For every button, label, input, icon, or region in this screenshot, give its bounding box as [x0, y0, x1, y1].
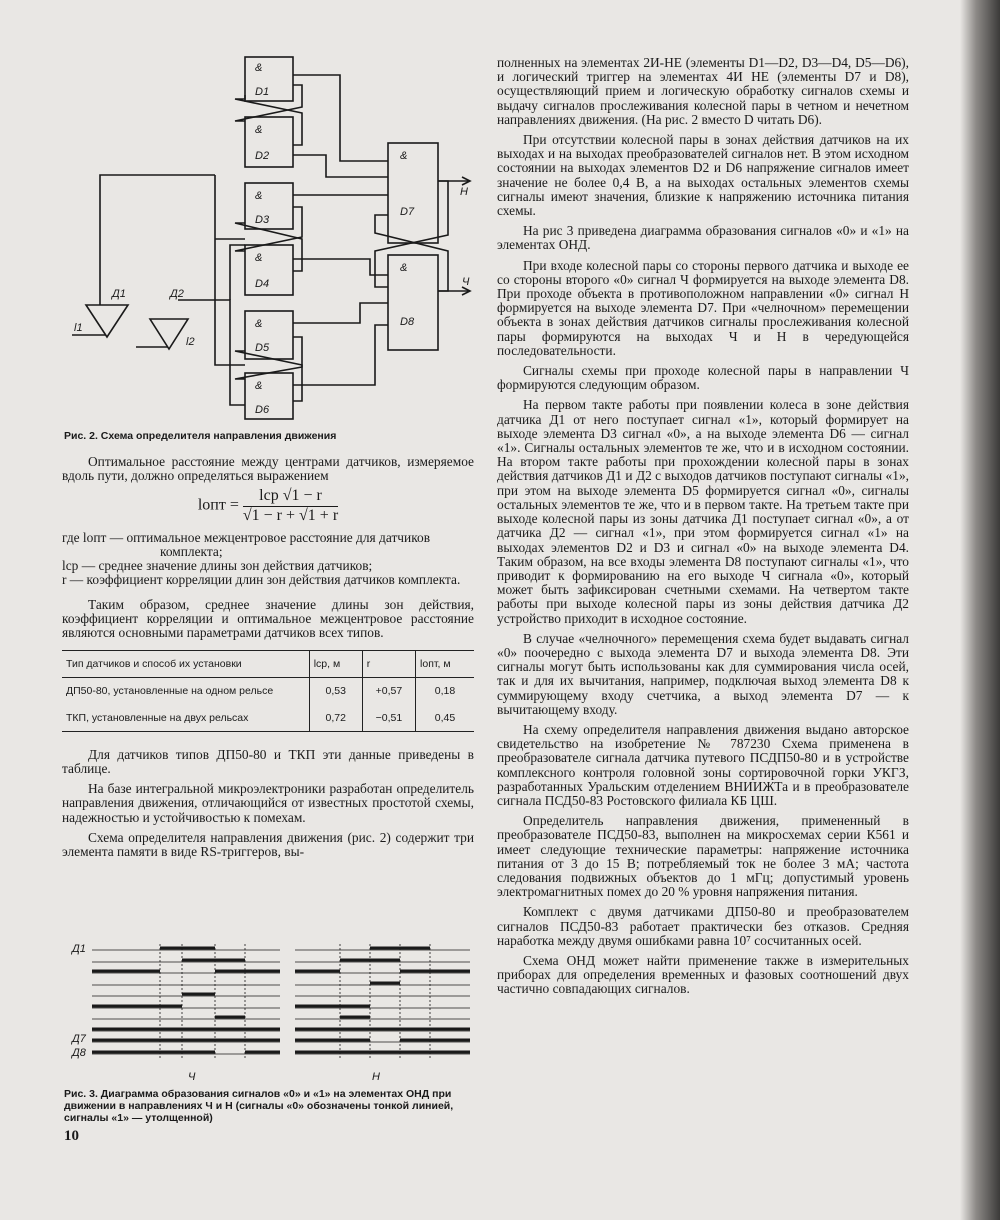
book-spine-shadow	[960, 0, 1000, 1220]
table-header: lопт, м	[416, 651, 474, 678]
gate-label-d3: D3	[255, 214, 270, 226]
gate-and-symbol: &	[255, 380, 263, 392]
right-column	[497, 56, 909, 1003]
page-number: 10	[64, 1128, 79, 1144]
gate-and-symbol: &	[255, 62, 263, 74]
table-cell: −0,51	[362, 705, 415, 732]
paragraph: Таким образом, среднее значение длины зон действия, коэффициент корреляции и оптимальное межцентровое расстояние являются основными параметрами датчиков всех типов.	[62, 596, 474, 641]
paragraph: На рис 3 приведена диаграмма образования сигналов «0» и «1» на элементах ОНД.	[497, 223, 909, 253]
sensor-zone-l1: l1	[74, 322, 83, 334]
sensor-zone-l2: l2	[186, 336, 195, 348]
paragraph: На первом такте работы при появлении колеса в зоне действия датчика Д1 от него поступает сигнал «1», который формирует на выходе элемента D3 сигнал «0», а на выходе элемента D6 — сигнал «1». Сигналы остальных элементов те же, что и в исходном состоянии. На втором такте работы при прохождении колесной пары в зонах действия датчиков Д1 и Д2 с выходов датчиков поступают сигналы «1», при этом на выходе элемента D5 формируется сигнал «0», сигналы остальных элементов те же, что и в первом такте. На третьем такте при выходе колесной пары из зоны датчика Д1 поступает сигнал «0», а от датчика Д2 — сигнал «1», при этом формируется сигнал «1» на выходах элементов D2 и D3 и сигнал «0» на выходе элемента D4. Таким образом, на все входы элемента D8 поступают сигналы «1», что приводит к формированию на его выходе Ч сигнала «0», который может быть зафиксирован счетными схемами. На четвертом такте работы при выходе колесной пары из зоны действия датчика Д2 устройство приходит в исходное состояние.	[497, 397, 909, 626]
gate-label-d2: D2	[255, 150, 270, 162]
paragraph: Сигналы схемы при проходе колесной пары в направлении Ч формируются следующим образом.	[497, 363, 909, 393]
gate-label-d6: D6	[255, 404, 270, 416]
table-header: Тип датчиков и способ их установки	[62, 651, 309, 678]
gate-and-symbol: &	[255, 124, 263, 136]
sensor-label-d2: Д2	[170, 288, 184, 300]
gate-and-symbol: &	[400, 150, 408, 162]
direction-label-ch: Ч	[188, 1071, 196, 1083]
formula-denominator: √1 − r + √1 + r	[242, 506, 339, 524]
paragraph: полненных на элементах 2И-НЕ (элементы D1—D2, D3—D4, D5—D6), и логический триггер на элементах 4И НЕ (элементы D7 и D8), осуществляющий прием и логическую обработку сигналов схемы и выдачу сигналов прослеживания колесной пары в четном и нечетном направлениях движения. (На рис. 2 вместо D читать D6).	[497, 55, 909, 127]
paragraph: Для датчиков типов ДП50-80 и ТКП эти данные приведены в таблице.	[62, 746, 474, 777]
table-cell: 0,72	[309, 705, 362, 732]
paragraph: Схема определителя направления движения (рис. 2) содержит три элемента памяти в виде RS-триггеров, вы-	[62, 829, 474, 860]
figure-2-caption: Рис. 2. Схема определителя направления движения	[64, 430, 337, 442]
direction-label-n: Н	[372, 1071, 380, 1083]
sensor-label-d1: Д1	[112, 288, 126, 300]
paragraph: В случае «челночного» перемещения схема будет выдавать сигнал «0» поочередно с выхода элемента D7 и выхода элемента D8. Эти сигналы могут быть использованы как для суммирования числа осей, так и для их вычитания, например, подключая выход элемента D8 к суммирующему входу счетчика, а выход элемента D7 — к вычитающему входу.	[497, 630, 909, 717]
gate-label-d8: D8	[400, 316, 415, 328]
formula-numerator: lср √1 − r	[243, 489, 338, 506]
left-column	[62, 455, 474, 865]
table-cell: +0,57	[362, 678, 415, 705]
formula-lhs: lопт =	[197, 496, 239, 514]
table-cell: ТКП, установленные на двух рельсах	[62, 705, 309, 732]
gate-and-symbol: &	[255, 190, 263, 202]
gate-and-symbol: &	[255, 252, 263, 264]
legend-line: r — коэффициент корреляции длин зон действия датчиков комплекта.	[62, 572, 461, 588]
legend-line: lср — среднее значение длины зон действия датчиков;	[62, 558, 373, 574]
gate-label-d1: D1	[255, 86, 270, 98]
gate-label-d7: D7	[400, 206, 415, 218]
signal-label-d1: Д1	[72, 943, 86, 955]
table-cell: 0,18	[416, 678, 474, 705]
table-header: r	[362, 651, 415, 678]
table-cell: 0,45	[416, 705, 474, 732]
figure-3-caption: Рис. 3. Диаграмма образования сигналов «0» и «1» на элементах ОНД при движении в направлениях Ч и Н (сигналы «0» обозначены тонкой линией, сигналы «1» — утолщенной)	[64, 1088, 454, 1124]
paragraph: Схема ОНД может найти применение также в измерительных приборах для определения временных и фазовых соотношений двух частично совпадающих сигналов.	[497, 952, 909, 997]
table-row	[62, 705, 474, 732]
gate-label-d4: D4	[255, 278, 270, 290]
formula-fraction	[243, 489, 338, 522]
gate-and-symbol: &	[400, 262, 408, 274]
paragraph: Определитель направления движения, примененный в преобразователе ПСД50-83, выполнен на микросхемах серии К561 и имеет следующие технические параметры: напряжение источника питания от 3 до 15 В; потребляемый ток не более 3 мА; частота следования подвижных объектов до 1 мГц; допустимый уровень электромагнитных помех до 20 % уровня напряжения питания.	[497, 813, 909, 900]
signal-label-d7: Д7	[72, 1033, 86, 1045]
gate-label-d5: D5	[255, 342, 270, 354]
paragraph: На базе интегральной микроэлектроники разработан определитель направления движения, отличающийся от известных простотой схемы, надежностью и устойчивостью к помехам.	[62, 781, 474, 825]
paragraph: Оптимальное расстояние между центрами датчиков, измеряемое вдоль пути, должно определяться выражением	[62, 454, 474, 484]
circuit-diagram	[70, 55, 480, 425]
signal-label-d8: Д8	[72, 1047, 86, 1059]
output-label-n: Н	[460, 186, 468, 198]
gate-and-symbol: &	[255, 318, 263, 330]
table-cell: ДП50-80, установленные на одном рельсе	[66, 685, 274, 698]
table-header: lср, м	[309, 651, 362, 678]
sensor-parameters-table	[62, 650, 474, 732]
paragraph: Комплект с двумя датчиками ДП50-80 и преобразователем сигналов ПСД50-83 работает практически без отказов. Средняя наработка между двумя ошибками равна 10⁷ сосчитанных осей.	[497, 904, 909, 948]
paragraph: При отсутствии колесной пары в зонах действия датчиков на их выходах и на выходах преобразователей сигналов нет. В этом исходном состоянии на выходах элементов D2 и D6 напряжение сигналов имеет значение не более 0,4 В, а на выходах остальных элементов схемы сигналы имеют значения, близкие к напряжению источника питания схемы.	[497, 132, 909, 219]
paragraph: При входе колесной пары со стороны первого датчика и выходе ее со стороны второго «0» сигнал Ч формируется на выходе элемента D8. При проходе объекта в противоположном направлении «0» сигнал Н формируется на выходе элемента D7. При «челночном» перемещении объекта в зонах действия датчиков сигналы прослеживания колесной пары формируются на выходах Ч и Н в чередующейся последовательности.	[497, 257, 909, 358]
table-cell: 0,53	[309, 678, 362, 705]
table-row	[62, 678, 474, 705]
formula-l-opt	[62, 489, 474, 522]
formula-legend	[62, 531, 474, 588]
output-label-ch: Ч	[462, 276, 470, 288]
legend-line: где lопт — оптимальное межцентровое расстояние для датчиков комплекта;	[62, 529, 431, 560]
paragraph: На схему определителя направления движения выдано авторское свидетельство на изобретение № 787230 Схема применена в преобразователе сигнала датчика путевого ПСДП50-80 и в устройстве комплексного контроля головной зоны сортировочной горки УКГЗ, разработанных Уральским отделением ВНИИЖТа и в преобразователе сигнала ПСД50-83 Ростовского филиала КБ ЦШ.	[497, 721, 909, 808]
timing-diagram	[70, 940, 480, 1085]
